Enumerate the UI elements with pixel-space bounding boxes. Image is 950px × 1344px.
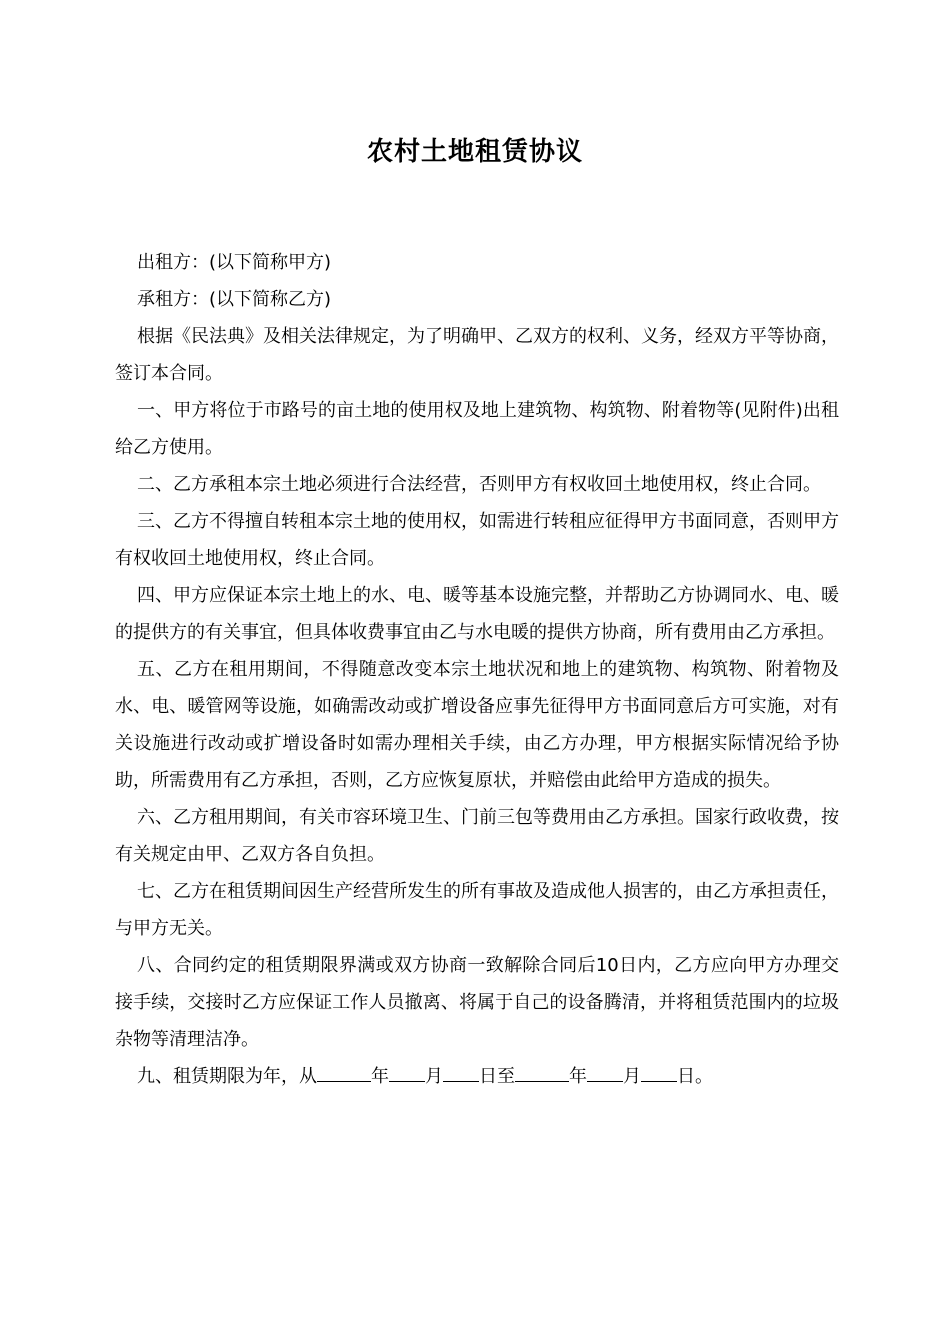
lessor-line: 出租方：(以下简称甲方): [137, 252, 332, 273]
start-year-blank: [317, 1063, 371, 1082]
start-year-label: 年: [371, 1066, 389, 1087]
end-month-blank: [587, 1063, 623, 1082]
clause-7: 七、乙方在租赁期间因生产经营所发生的所有事故及造成他人损害的，由乙方承担责任，与甲方无关。: [115, 881, 839, 939]
document-body: [115, 244, 839, 1095]
clause-3: 三、乙方不得擅自转租本宗土地的使用权，如需进行转租应征得甲方书面同意，否则甲方有权收回土地使用权，终止合同。: [115, 511, 839, 569]
clause-1: 一、甲方将位于市路号的亩土地的使用权及地上建筑物、构筑物、附着物等(见附件)出租给乙方使用。: [115, 400, 839, 458]
start-month-blank: [389, 1063, 425, 1082]
clause-5: 五、乙方在租用期间，不得随意改变本宗土地状况和地上的建筑物、构筑物、附着物及水、电、暖管网等设施，如确需改动或扩增设备应事先征得甲方书面同意后方可实施，对有关设施进行改动或扩增设备时如需办理相关手续，由乙方办理，甲方根据实际情况给予协助，所需费用有乙方承担，否则，乙方应恢复原状，并赔偿由此给甲方造成的损失。: [115, 659, 839, 791]
start-month-label: 月: [425, 1066, 443, 1087]
clause-2: 二、乙方承租本宗土地必须进行合法经营，否则甲方有权收回土地使用权，终止合同。: [137, 474, 821, 495]
clause-6: 六、乙方租用期间，有关市容环境卫生、门前三包等费用由乙方承担。国家行政收费，按有关规定由甲、乙双方各自负担。: [115, 807, 839, 865]
end-day-blank: [641, 1063, 677, 1082]
lessee-line: 承租方：(以下简称乙方): [137, 289, 332, 310]
clause-4: 四、甲方应保证本宗土地上的水、电、暖等基本设施完整，并帮助乙方协调同水、电、暖的提供方的有关事宜，但具体收费事宜由乙与水电暖的提供方协商，所有费用由乙方承担。: [115, 585, 839, 643]
clause-8: 八、合同约定的租赁期限界满或双方协商一致解除合同后10日内，乙方应向甲方办理交接手续，交接时乙方应保证工作人员撤离、将属于自己的设备腾清，并将租赁范围内的垃圾杂物等清理洁净。: [115, 955, 839, 1050]
start-day-label: 日至: [479, 1066, 515, 1087]
preamble-paragraph: 根据《民法典》及相关法律规定，为了明确甲、乙双方的权利、义务，经双方平等协商，签订本合同。: [115, 326, 839, 384]
document-title: 农村土地租赁协议: [366, 137, 583, 167]
start-day-blank: [443, 1063, 479, 1082]
end-year-label: 年: [569, 1066, 587, 1087]
end-year-blank: [515, 1063, 569, 1082]
end-day-label: 日。: [677, 1066, 713, 1087]
term-prefix: 九、租赁期限为年，从: [137, 1066, 317, 1087]
clause-9-term: [115, 1058, 839, 1095]
end-month-label: 月: [623, 1066, 641, 1087]
